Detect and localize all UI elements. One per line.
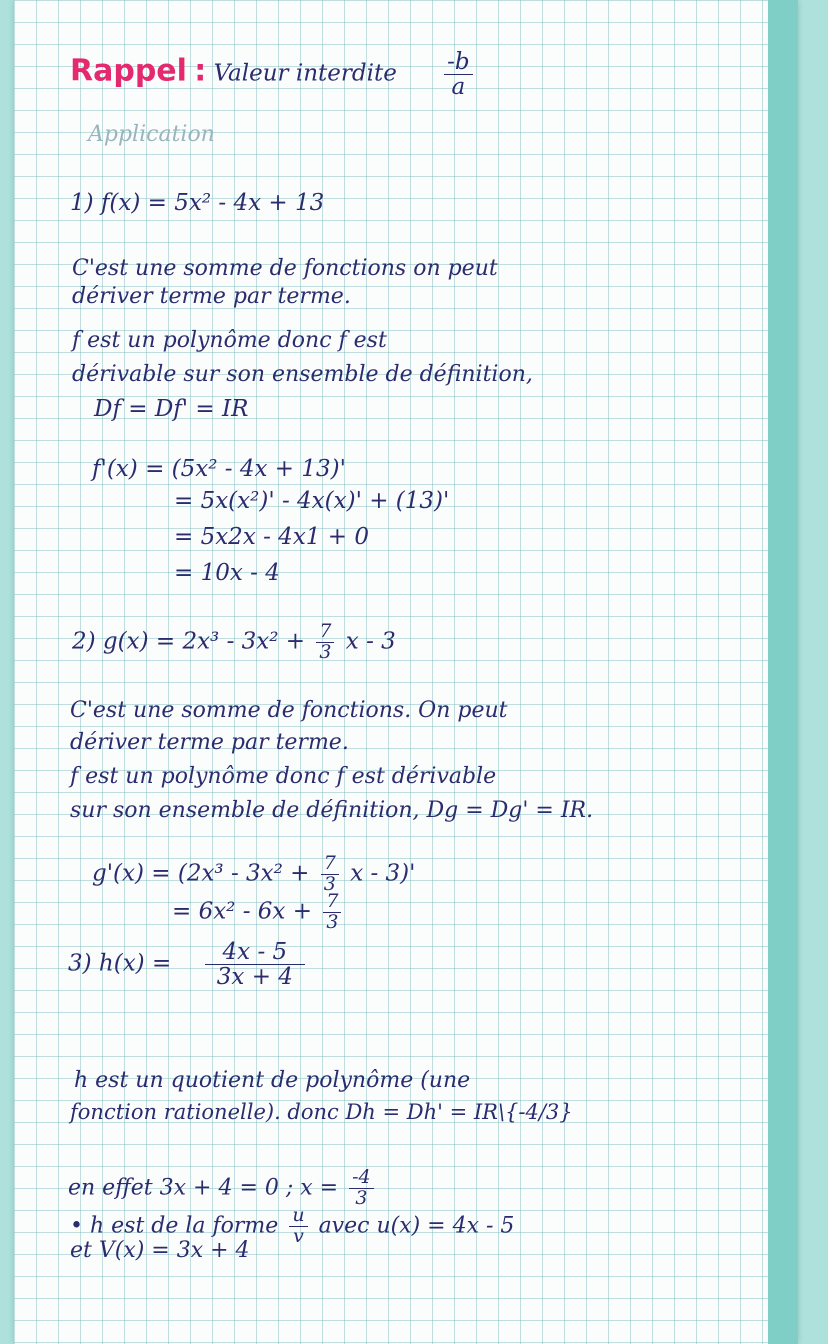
ex2-statement-a: 2) g(x) = 2x³ - 3x² + [72,628,306,655]
ex3-forme-b: avec u(x) = 4x - 5 [318,1213,515,1239]
ex3-forme-a: • h est de la forme [70,1213,279,1239]
ex3-forme-fraction [289,1206,307,1247]
ex2-deriv-frac-den: 3 [323,872,336,895]
title-frac-den: a [451,74,466,101]
ex3-forme-num: u [289,1206,307,1227]
ex2-statement-b: x - 3 [345,628,396,655]
ex1-explain-2: dériver terme par terme. [72,284,351,309]
ex3-forme-den: v [293,1224,304,1247]
ex2-deriv-frac-num: 7 [321,854,339,875]
ex2-deriv-1a: g'(x) = (2x³ - 3x² + [92,860,310,887]
ex3-explain-1: h est un quotient de polynôme (une [74,1068,471,1093]
ex2-statement [72,622,396,663]
title-fraction [444,50,473,99]
ex2-deriv-1 [92,854,415,895]
ex3-effet [68,1168,378,1209]
ex1-explain-1: C'est une somme de fonctions on peut [72,256,498,281]
ex1-domain: Df = Df' = IR [94,396,249,422]
ex2-fraction [316,622,334,663]
title-word: Rappel [70,53,187,89]
page-margin-strip [768,0,798,1344]
ex3-fraction [205,940,306,989]
ex3-effet-a: en effet 3x + 4 = 0 ; x = [68,1175,339,1201]
notebook-page [14,0,798,1344]
ex1-explain-3: f est un polynôme donc f est [72,328,387,353]
ex3-frac-den: 3x + 4 [216,964,293,991]
title-frac-num: -b [444,50,473,75]
ex2-explain-3: f est un polynôme donc f est dérivable [70,764,497,789]
ex3-effet-den: 3 [355,1186,368,1209]
ex1-deriv-3: = 5x2x - 4x1 + 0 [174,524,369,550]
ex2-deriv2-fraction [323,892,341,933]
title-line [70,50,477,99]
ex2-deriv-fraction [321,854,339,895]
ex2-explain-2: dériver terme par terme. [70,730,349,755]
ex3-frac-num: 4x - 5 [205,940,306,965]
ex1-deriv-2: = 5x(x²)' - 4x(x)' + (13)' [174,488,450,514]
ex1-deriv-4: = 10x - 4 [174,560,280,586]
ex2-explain-4: sur son ensemble de définition, Dg = Dg' = IR. [70,798,594,823]
subtitle: Application [88,122,215,147]
ex3-effet-fraction [349,1168,374,1209]
ex2-deriv-2a: = 6x² - 6x + [172,898,312,925]
ex1-statement: 1) f(x) = 5x² - 4x + 13 [70,190,325,216]
ex2-deriv2-frac-num: 7 [323,892,341,913]
ex3-statement [68,940,309,989]
ex2-deriv-1b: x - 3)' [350,860,416,887]
ex1-deriv-1: f'(x) = (5x² - 4x + 13)' [92,456,346,482]
ex2-deriv-2 [172,892,345,933]
ex3-explain-2: fonction rationelle). donc Dh = Dh' = IR\{-4/3} [70,1100,573,1124]
ex2-explain-1: C'est une somme de fonctions. On peut [70,698,508,723]
ex3-effet-num: -4 [349,1168,374,1189]
title-colon: : [194,53,207,89]
ex3-label: 3) h(x) = [68,950,172,977]
ex2-frac-num: 7 [316,622,334,643]
title-text: Valeur interdite [213,60,397,87]
ex3-v-line: et V(x) = 3x + 4 [70,1238,250,1263]
ex2-deriv2-frac-den: 3 [326,910,339,933]
ex1-explain-4: dérivable sur son ensemble de définition, [72,362,533,387]
ex2-frac-den: 3 [319,640,332,663]
